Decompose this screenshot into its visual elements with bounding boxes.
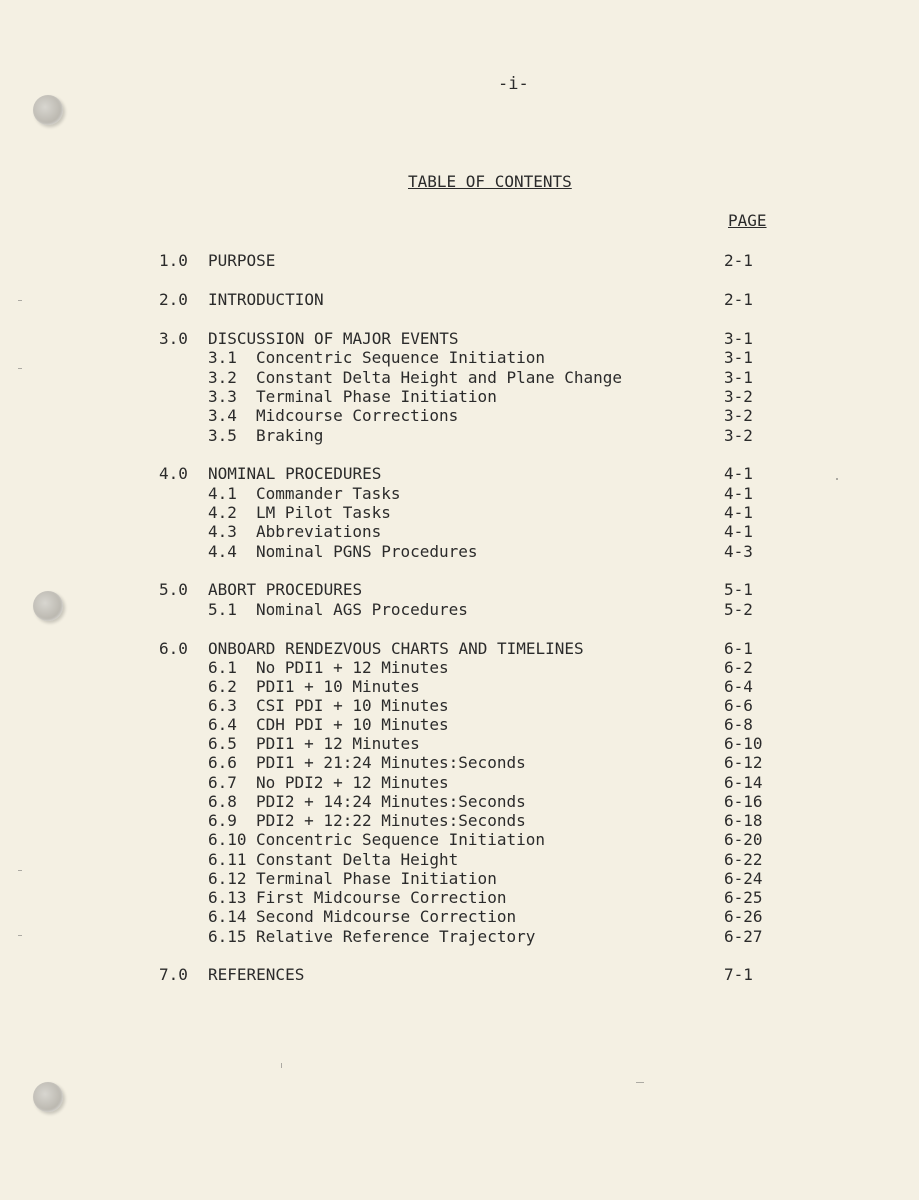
toc-title: LM Pilot Tasks xyxy=(256,503,391,522)
toc-title: DISCUSSION OF MAJOR EVENTS xyxy=(208,329,459,348)
toc-title: CDH PDI + 10 Minutes xyxy=(256,715,449,734)
toc-number: 6.12 xyxy=(208,869,247,888)
toc-title: First Midcourse Correction xyxy=(256,888,507,907)
toc-number: 6.3 xyxy=(208,696,237,715)
toc-title: PDI1 + 12 Minutes xyxy=(256,734,420,753)
toc-title: Commander Tasks xyxy=(256,484,401,503)
toc-page: 6-14 xyxy=(724,773,763,792)
paper-speck xyxy=(18,935,22,936)
toc-number: 7.0 xyxy=(159,965,188,984)
toc-number: 3.1 xyxy=(208,348,237,367)
toc-title: PDI1 + 10 Minutes xyxy=(256,677,420,696)
toc-title: INTRODUCTION xyxy=(208,290,324,309)
toc-page: 6-1 xyxy=(724,639,753,658)
page-column-header: PAGE xyxy=(728,211,767,230)
toc-title: PDI2 + 14:24 Minutes:Seconds xyxy=(256,792,526,811)
toc-number: 4.1 xyxy=(208,484,237,503)
toc-page: 6-16 xyxy=(724,792,763,811)
toc-page: 5-1 xyxy=(724,580,753,599)
toc-number: 6.10 xyxy=(208,830,247,849)
toc-number: 6.14 xyxy=(208,907,247,926)
toc-number: 6.7 xyxy=(208,773,237,792)
toc-number: 3.4 xyxy=(208,406,237,425)
toc-number: 3.3 xyxy=(208,387,237,406)
toc-title: CSI PDI + 10 Minutes xyxy=(256,696,449,715)
toc-title: Concentric Sequence Initiation xyxy=(256,830,545,849)
toc-number: 5.0 xyxy=(159,580,188,599)
toc-title: ABORT PROCEDURES xyxy=(208,580,363,599)
toc-number: 4.0 xyxy=(159,464,188,483)
toc-number: 6.9 xyxy=(208,811,237,830)
toc-page: 6-4 xyxy=(724,677,753,696)
toc-title: Second Midcourse Correction xyxy=(256,907,517,926)
toc-page: 6-22 xyxy=(724,850,763,869)
punch-hole xyxy=(33,95,63,125)
toc-page: 4-1 xyxy=(724,522,753,541)
toc-number: 3.0 xyxy=(159,329,188,348)
toc-title: PURPOSE xyxy=(208,251,276,270)
toc-page: 5-2 xyxy=(724,600,753,619)
toc-page: 4-1 xyxy=(724,484,753,503)
paper-speck xyxy=(836,478,838,480)
toc-page: 7-1 xyxy=(724,965,753,984)
paper-speck xyxy=(636,1082,644,1083)
paper-speck xyxy=(18,870,22,871)
toc-title: No PDI2 + 12 Minutes xyxy=(256,773,449,792)
toc-title: Terminal Phase Initiation xyxy=(256,387,497,406)
toc-page: 3-2 xyxy=(724,406,753,425)
toc-page: 4-1 xyxy=(724,464,753,483)
toc-page: 3-2 xyxy=(724,426,753,445)
toc-title: Concentric Sequence Initiation xyxy=(256,348,545,367)
paper-speck xyxy=(18,300,22,301)
toc-title: Braking xyxy=(256,426,324,445)
toc-page: 6-6 xyxy=(724,696,753,715)
toc-title: NOMINAL PROCEDURES xyxy=(208,464,382,483)
toc-page: 6-18 xyxy=(724,811,763,830)
toc-number: 5.1 xyxy=(208,600,237,619)
toc-number: 4.4 xyxy=(208,542,237,561)
toc-page: 6-12 xyxy=(724,753,763,772)
toc-title: PDI2 + 12:22 Minutes:Seconds xyxy=(256,811,526,830)
toc-number: 6.2 xyxy=(208,677,237,696)
page-number: -i- xyxy=(498,74,529,94)
toc-page: 6-27 xyxy=(724,927,763,946)
toc-page: 3-2 xyxy=(724,387,753,406)
toc-title: Abbreviations xyxy=(256,522,382,541)
toc-number: 6.15 xyxy=(208,927,247,946)
paper-speck xyxy=(18,368,22,369)
toc-page: 6-20 xyxy=(724,830,763,849)
toc-number: 6.8 xyxy=(208,792,237,811)
toc-number: 4.2 xyxy=(208,503,237,522)
toc-number: 6.0 xyxy=(159,639,188,658)
toc-number: 4.3 xyxy=(208,522,237,541)
toc-title: Nominal PGNS Procedures xyxy=(256,542,478,561)
paper-speck xyxy=(281,1063,282,1068)
toc-title: REFERENCES xyxy=(208,965,305,984)
toc-number: 2.0 xyxy=(159,290,188,309)
toc-title: PDI1 + 21:24 Minutes:Seconds xyxy=(256,753,526,772)
toc-title: Constant Delta Height and Plane Change xyxy=(256,368,623,387)
toc-page: 3-1 xyxy=(724,329,753,348)
toc-page: 6-25 xyxy=(724,888,763,907)
toc-title: No PDI1 + 12 Minutes xyxy=(256,658,449,677)
toc-page: 4-3 xyxy=(724,542,753,561)
toc-number: 6.11 xyxy=(208,850,247,869)
toc-title: Nominal AGS Procedures xyxy=(256,600,468,619)
toc-number: 6.4 xyxy=(208,715,237,734)
toc-title: Terminal Phase Initiation xyxy=(256,869,497,888)
punch-hole xyxy=(33,591,63,621)
toc-number: 6.5 xyxy=(208,734,237,753)
toc-page: 2-1 xyxy=(724,290,753,309)
toc-page: 3-1 xyxy=(724,368,753,387)
toc-page: 3-1 xyxy=(724,348,753,367)
page-title: TABLE OF CONTENTS xyxy=(408,172,572,191)
toc-page: 6-2 xyxy=(724,658,753,677)
toc-page: 6-26 xyxy=(724,907,763,926)
toc-title: Midcourse Corrections xyxy=(256,406,459,425)
toc-page: 2-1 xyxy=(724,251,753,270)
toc-number: 3.5 xyxy=(208,426,237,445)
toc-number: 1.0 xyxy=(159,251,188,270)
toc-title: ONBOARD RENDEZVOUS CHARTS AND TIMELINES xyxy=(208,639,584,658)
toc-page: 6-24 xyxy=(724,869,763,888)
toc-number: 6.1 xyxy=(208,658,237,677)
toc-number: 6.6 xyxy=(208,753,237,772)
toc-page: 6-8 xyxy=(724,715,753,734)
toc-number: 6.13 xyxy=(208,888,247,907)
toc-title: Constant Delta Height xyxy=(256,850,459,869)
toc-page: 6-10 xyxy=(724,734,763,753)
punch-hole xyxy=(33,1082,63,1112)
toc-page: 4-1 xyxy=(724,503,753,522)
toc-title: Relative Reference Trajectory xyxy=(256,927,536,946)
toc-number: 3.2 xyxy=(208,368,237,387)
